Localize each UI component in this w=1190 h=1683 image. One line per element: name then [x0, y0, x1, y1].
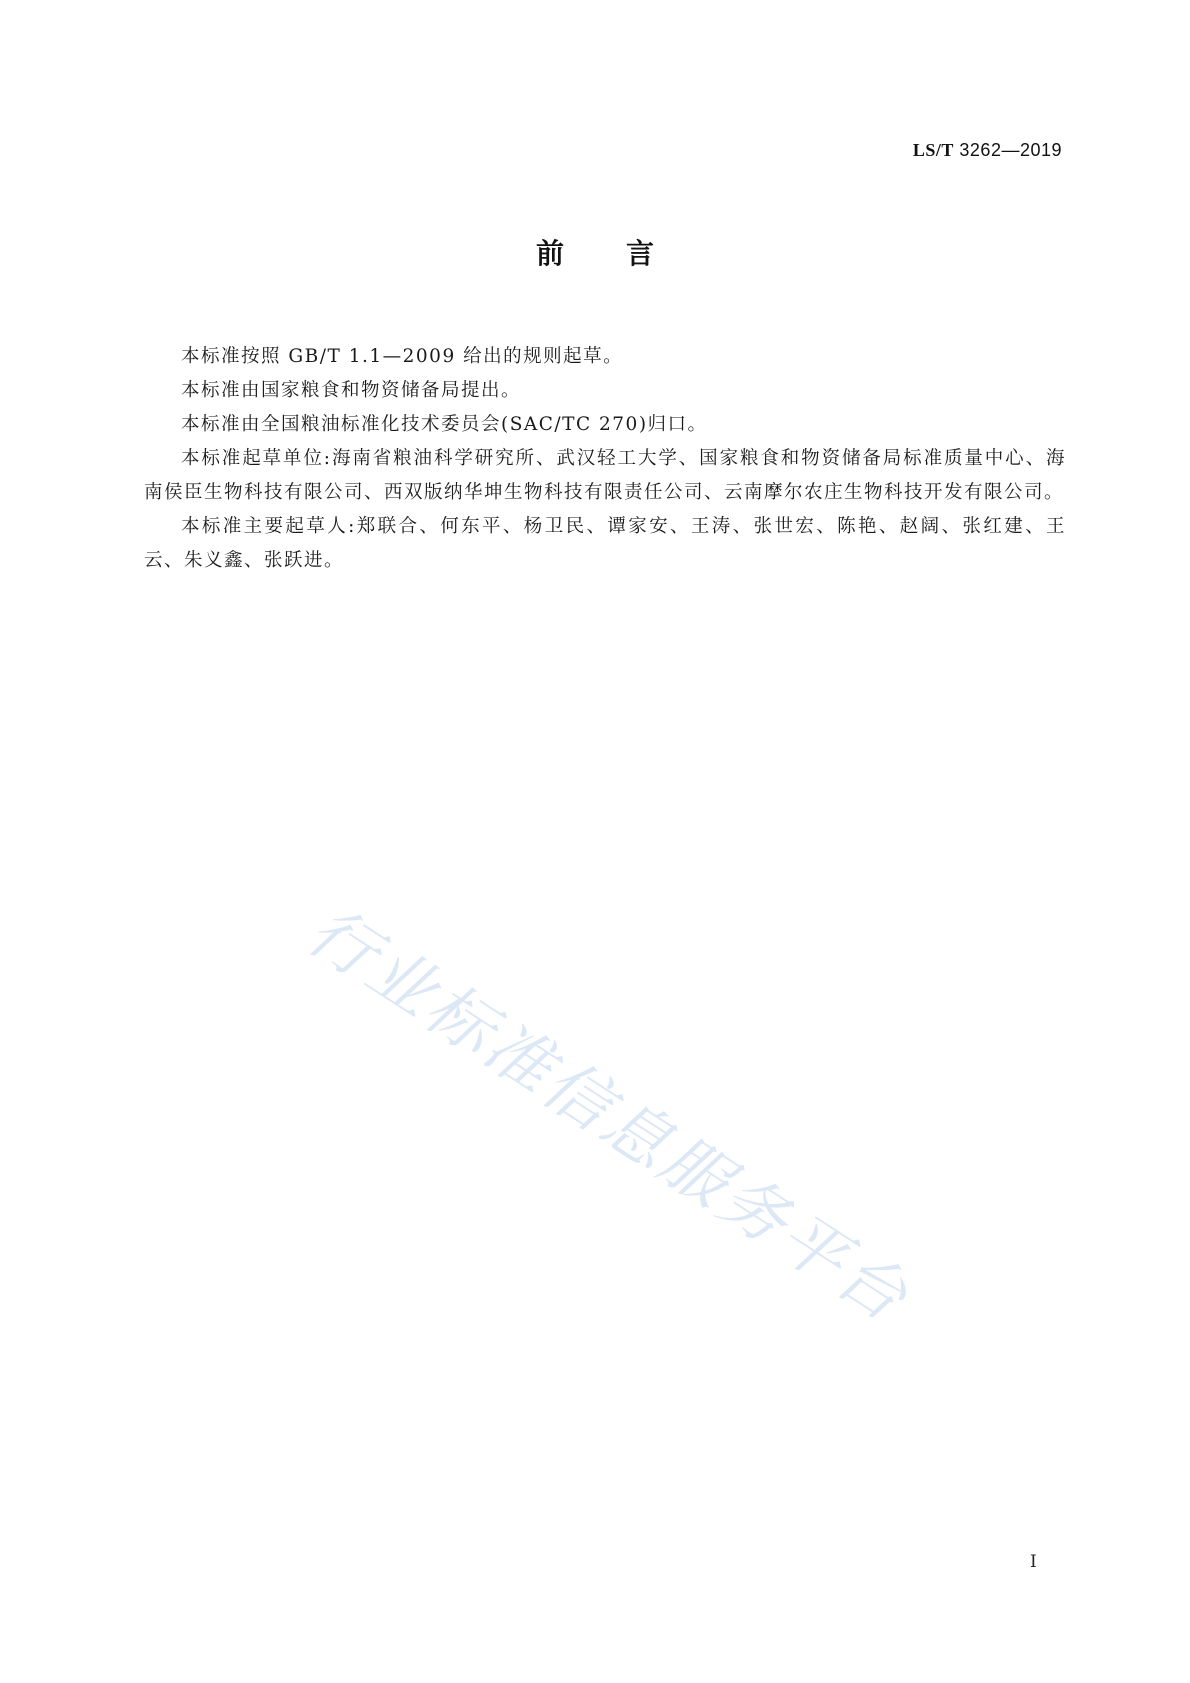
paragraph-drafters: 本标准主要起草人:郑联合、何东平、杨卫民、谭家安、王涛、张世宏、陈艳、赵阔、张红建、王云、朱义鑫、张跃进。: [144, 516, 1066, 571]
standard-code: [913, 140, 1062, 161]
page-title: 前言: [535, 237, 716, 270]
paragraph-drafting-rules: 本标准按照 GB/T 1.1—2009 给出的规则起草。: [181, 346, 624, 367]
paragraph-drafting-units: 本标准起草单位:海南省粮油科学研究所、武汉轻工大学、国家粮食和物资储备局标准质量中心、海南侯臣生物科技有限公司、西双版纳华坤生物科技有限责任公司、云南摩尔农庄生物科技开发有限公司。: [144, 448, 1066, 503]
standard-code-number: 3262—2019: [959, 140, 1062, 160]
page-number: I: [1030, 1552, 1037, 1572]
foreword-body: [144, 340, 1066, 578]
watermark: 行业标准信息服务平台: [294, 892, 924, 1338]
paragraph-proposer: 本标准由国家粮食和物资储备局提出。: [181, 380, 522, 401]
paragraph-committee: 本标准由全国粮油标准化技术委员会(SAC/TC 270)归口。: [181, 414, 708, 435]
standard-code-prefix: LS/T: [912, 140, 954, 160]
